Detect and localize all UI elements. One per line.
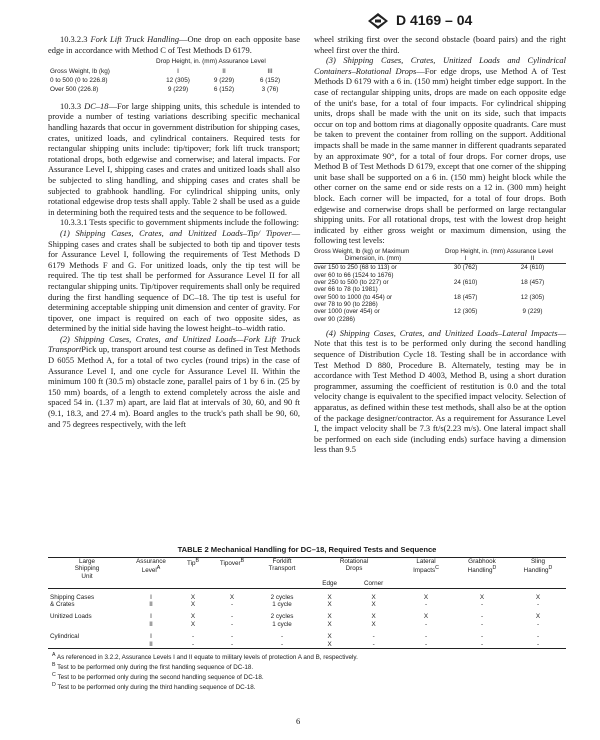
table-cell: - (480, 601, 484, 609)
table-cell: - (372, 633, 375, 641)
paragraph-text: Pick up, transport around test course as defined in Test Methods D 6055 Method A, for a total of two cycles (round trips) in the case of Assurance Level I, and one cycle for Assurance Level II. Within the minimum 100 ft (30.5 m) obstacle zone, parallel pairs of 1 by 6 in. (25 by 150 mm) boards, of a length to extend completely across the aisle and spaced 54 in. (1.37 m) apart, are laid flat at intervals of 30, 60, and 90 ft (9.1, 18.3, and 27.4 m). Board angles to the truck's path shall be 90, 60, and 75 degrees respectively, with the left (48, 344, 300, 429)
table-cell: - (510, 641, 566, 649)
table-row (314, 264, 566, 272)
section-text: —One drop on each opposite base edge in accordance with Method C of Test Methods D 6179. (48, 34, 301, 55)
footnote-mark: D (52, 681, 56, 688)
header-line: Lateral (416, 558, 436, 565)
table-row (48, 621, 566, 628)
table-cell: over 150 to 250 (68 to 113) or (314, 264, 397, 272)
table-cell: Over 500 (226.8) (50, 86, 99, 94)
level-header: II (499, 255, 566, 264)
header-line: Sling (530, 558, 545, 565)
table-row (314, 308, 566, 315)
level-header: II (222, 67, 226, 75)
footnote-mark: B (195, 558, 200, 564)
footnote (52, 672, 566, 682)
forklift-drop-table (48, 56, 294, 96)
paragraph-title: (2) Shipping Cases, Crates, and Unitized Loads—Fork Lift Truck Transport (48, 333, 300, 355)
table-cell: I (150, 593, 152, 601)
table-cell (432, 316, 499, 323)
table-cell: I (150, 633, 152, 641)
header-text: Tipover (219, 560, 241, 568)
section-number: 10.3.3 (60, 100, 82, 111)
table-row (314, 294, 566, 301)
footnote-mark: D (548, 565, 553, 572)
sling-header (510, 558, 566, 581)
header-line: Rotational (339, 558, 369, 565)
right-column (314, 34, 566, 455)
footnote (52, 682, 566, 692)
table-row (314, 286, 566, 293)
tipover-header (210, 558, 254, 581)
header-text: Tip (186, 560, 196, 568)
table-cell: 6 (152) (259, 77, 281, 84)
table-cell: X (327, 593, 332, 601)
table-cell: - (398, 641, 454, 649)
table-cell: - (480, 613, 484, 621)
table-cell: - (424, 620, 428, 628)
table-row (48, 594, 566, 601)
table-cell (432, 286, 499, 293)
section-text: —For large shipping units, this schedule is intended to provide a number of testing variations describing specific mechanical handling hazards that occur in government distribution for shipping cases, crates, unitized loads, and cylindrical containers. Required tests for rectangular shipping units include: tip/tipover; fork lift truck transport; rotational drops, both edgewise and cornerwise; and lateral impacts. For Assurance Level I, shipping cases and crates and unitized loads shall also be subjected to sling handling, and shipping cases and crates shall be subjected to grabhook handling. For cylindrical shipping units, only rotational edgewise drop tests shall apply. Table 2 shall be used as a guide in determining both the required tests and the sequence to be followed. (48, 100, 300, 217)
table-cell: X (190, 613, 196, 621)
table-cell: 9 (229) (522, 308, 543, 316)
grabhook-header (454, 558, 510, 581)
table-cell: X (190, 593, 196, 601)
table-cell: X (535, 613, 541, 621)
table-cell: X (371, 601, 376, 609)
page-header (0, 8, 600, 32)
table-cell: II (149, 620, 153, 628)
table-cell: - (230, 620, 234, 628)
table-cell (432, 301, 499, 308)
document-id: D 4169 – 04 (396, 12, 473, 28)
table-cell: 2 cycles (270, 613, 294, 621)
unit-label: Unitized Loads (50, 613, 92, 621)
table-row (48, 633, 566, 640)
astm-logo-icon (367, 12, 389, 30)
table-cell: X (423, 593, 429, 601)
header-text: Assurance Level (136, 558, 166, 575)
table-cell (499, 301, 566, 308)
table-row (48, 641, 566, 649)
footnote-mark: B (52, 661, 56, 668)
table-2 (48, 545, 566, 692)
header-line: Handling (523, 567, 549, 575)
footnote-text: Test to be performed only during the third handling sequence of DC-18. (57, 683, 256, 691)
unit-label (48, 641, 126, 649)
table-cell: X (479, 593, 485, 601)
table-cell: - (254, 641, 310, 649)
table-cell: over 500 to 1000 (to 454) or (314, 293, 393, 301)
tip-tipover-paragraph (48, 228, 300, 334)
left-column (48, 34, 300, 429)
table-cell: 30 (762) (453, 264, 478, 272)
header-line: Unit (81, 572, 93, 580)
table-cell: - (230, 613, 234, 621)
table-cell: - (230, 601, 234, 609)
table-row (50, 86, 292, 93)
paragraph-text: —Note that this test is to be performed only during the second handling sequence of Distribution Cycle 18. Testing shall be in accordance with Test Method D 880, Procedure B. Alternately, testing may be in accordance with Test Method D 4003, Method B, using a short duration programmer, assuming the coefficient of restitution is 0.0 and the total velocity change is equivalent to the specified impact velocity. Selection of apparatus, as defined within these test methods, shall also be at the option of the package designer/contractor. As a requirement for Assurance Level I, the impact velocity shall be 7.3 ft/s(2.23 m/s). One lateral impact shall be performed on each side (including ends) surface having a dimension less than 9.5 (314, 327, 566, 455)
level-header: III (267, 67, 273, 75)
table-row (314, 272, 566, 279)
paragraph-title: (1) Shipping Cases, Crates, and Unitized Loads–Tip/ Tipover (60, 227, 292, 238)
level-header: I (432, 255, 499, 264)
table-cell: 24 (610) (453, 279, 478, 287)
header-line: Large (78, 558, 96, 565)
rotational-drops-paragraph (314, 55, 566, 246)
table-footnotes (48, 652, 566, 692)
table-cell: - (210, 641, 254, 649)
table-cell: - (536, 620, 540, 628)
header-line: Transport (268, 565, 296, 573)
table-title: TABLE 2 Mechanical Handling for DC–18, Required Tests and Sequence (177, 545, 437, 554)
header-line: Drops (345, 565, 363, 573)
continued-paragraph: wheel striking first over the second obstacle (board pairs) and the right wheel first over the third. (314, 34, 566, 55)
lateral-impacts-paragraph (314, 328, 566, 455)
section-10-3-3-1: 10.3.3.1 Tests specific to government shipments include the following: (60, 217, 299, 228)
forklift-transport-paragraph (48, 334, 300, 429)
table-row (314, 301, 566, 308)
table-cell: X (327, 620, 332, 628)
paragraph-text: —Shipping cases and crates shall be subjected to both tip and tipover tests for Assurance Level I, following the requirements of Test Methods D 6179 Methods F and G. For unitized loads, only the tip test will be required. The tip test shall be performed for Assurance Level II for all rectangular shipping units. Tip/tipover requirements shall only be required during the first handling sequence of DC–18. The tip test is useful for determining acceptable shipping unit dimension and center of gravity. For tipover, one impact is required on each of two opposite sides, as determined by the initial side having the lowest height–to–width ratio. (48, 227, 300, 334)
table-cell: 1 cycle (272, 620, 292, 628)
header-line: Handling (467, 567, 493, 575)
table-cell: over 250 to 500 (to 227) or (314, 279, 389, 287)
header-line: Shipping (74, 565, 100, 573)
table-cell: X (423, 613, 429, 621)
table-cell (499, 316, 566, 323)
table-cell (499, 286, 566, 293)
table-cell: over 1000 (over 454) or (314, 308, 380, 316)
table-row (48, 601, 566, 608)
table-cell: 12 (305) (453, 308, 478, 316)
table-cell: II (149, 601, 153, 609)
table-cell (499, 272, 566, 279)
section-10-3-3 (48, 101, 300, 218)
header-line: Grabhook (468, 558, 496, 565)
table-cell (432, 272, 499, 279)
table-cell: X (535, 593, 541, 601)
table-cell: I (150, 613, 152, 621)
table-row (50, 77, 292, 84)
section-title: DC–18 (84, 100, 109, 111)
page-number: 6 (296, 716, 301, 726)
table-cell: X (371, 593, 376, 601)
dimension-header: Dimension, in. (mm) (314, 255, 432, 264)
table-cell: - (230, 633, 234, 641)
table-cell: over 78 to 90 (to 2286) (314, 300, 378, 308)
table-row (314, 316, 566, 323)
section-10-3-2-3 (48, 34, 300, 55)
table-cell: X (310, 641, 349, 649)
table-cell: 12 (305) (520, 293, 545, 301)
table-cell: X (190, 601, 196, 609)
table-cell: X (229, 593, 235, 601)
footnote-mark: A (156, 565, 161, 572)
paragraph-title: (3) Shipping Cases, Crates, Unitized Loads and Cylindrical Containers–Rotational Drops (314, 55, 566, 76)
table-cell: 18 (457) (520, 279, 545, 287)
table-cell: over 60 to 66 (1524 to 1676) (314, 271, 394, 279)
table-cell: 1 cycle (272, 601, 292, 609)
paragraph-text: —For edge drops, use Method A of Test Methods D 6179 with a 6 in. (150 mm) height timber edge support. In the case of rectangular shipping units, drops are made on each opposite edge of the unit's base, for a total of four impacts. For cylindrical shipping units, drops shall be made with the unit on its side, such that impacts occur on top and bottom rims at diagonally opposite quadrants. Care must be taken to prevent the container from rolling on the support. Additional impacts shall be made in the same manner in different quadrants separated by an approximate 90°, for a total of four drops. For corner drops, use Method B of Test Methods D 6179, except that one corner of the shipping unit base shall be supported on a 6 in. (150 mm) height block while the other corner on the same end or side rests on a 12 in. (300 mm) height block. Each corner will be impacted, for a total of four drops. Both edgewise and cornerwise drops shall be performed on large rectangular shipping units. For all rotational drops, test with the lowest drop height indicated by either gross weight or maximum dimension, using the following test levels: (314, 65, 566, 246)
drop-height-header: Drop Height, in. (mm) Assurance Level (444, 247, 554, 255)
unit-header (48, 558, 126, 581)
footnote-mark: D (492, 565, 497, 572)
footnote-text: Test to be performed only during the first handling sequence of DC-18. (57, 664, 254, 672)
rotational-drop-table (314, 248, 566, 323)
paragraph-title: (4) Shipping Cases, Crates, and Unitized Loads–Lateral Impacts (326, 327, 558, 338)
table-cell: 6 (152) (213, 86, 235, 94)
table-cell: X (327, 633, 332, 641)
gross-weight-header: Gross Weight, lb (kg) (50, 67, 110, 75)
drop-height-header: Drop Height, in. (mm) Assurance Level (156, 58, 266, 66)
table-cell: - (424, 633, 428, 641)
lateral-header (398, 558, 454, 581)
table-cell: 9 (229) (167, 86, 189, 94)
table-row (314, 279, 566, 286)
gross-weight-header: Gross Weight, lb (kg) or Maximum (314, 247, 410, 255)
footnote (52, 662, 566, 672)
mechanical-handling-table (48, 557, 566, 649)
table-cell: X (327, 613, 332, 621)
table-cell: 12 (305) (166, 77, 190, 84)
unit-label (48, 621, 126, 628)
rotational-header (310, 558, 398, 581)
edge-header: Edge (310, 580, 349, 588)
table-cell: over 90 (2286) (314, 315, 355, 323)
footnote-text: Test to be performed only during the second handling sequence of DC-18. (57, 673, 264, 681)
header-line: Forklift (272, 558, 292, 565)
footnote-mark: C (435, 565, 439, 572)
corner-header: Corner (349, 580, 398, 588)
table-cell: - (480, 633, 484, 641)
table-cell: - (176, 641, 210, 649)
table-cell: - (280, 633, 284, 641)
footnote-mark: C (52, 671, 56, 678)
section-number: 10.3.2.3 (60, 34, 88, 44)
footnote-mark: B (240, 558, 245, 564)
table-row (48, 613, 566, 620)
table-cell: 3 (76) (261, 86, 279, 94)
section-title: Fork Lift Truck Handling (90, 34, 180, 44)
table-cell: X (327, 601, 332, 609)
level-header (126, 558, 176, 581)
table-cell: 2 cycles (270, 593, 294, 601)
table-cell: II (126, 641, 176, 649)
table-cell: X (371, 620, 376, 628)
footnote (52, 652, 566, 662)
table-cell: 0 to 500 (0 to 226.8) (50, 77, 108, 84)
table-cell: over 66 to 78 (to 1981) (314, 286, 378, 294)
table-cell: 9 (229) (213, 77, 235, 84)
level-header: I (177, 67, 179, 75)
forklift-header (254, 558, 310, 581)
table-cell: - (424, 601, 428, 609)
table-cell: X (190, 620, 196, 628)
unit-label: Shipping Cases (50, 593, 95, 601)
footnote-mark: A (52, 652, 56, 659)
header-line: Impacts (413, 567, 436, 575)
table-cell: - (536, 601, 540, 609)
table-cell: - (349, 641, 398, 649)
table-cell: - (536, 633, 540, 641)
unit-label: Cylindrical (50, 633, 80, 641)
tip-header (176, 558, 210, 581)
unit-label: & Crates (50, 601, 75, 609)
table-cell: 18 (457) (453, 293, 478, 301)
footnote-text: As referenced in 3.2.2, Assurance Levels I and II equate to military levels of protection A and B, respectively. (56, 654, 358, 662)
table-cell: - (480, 620, 484, 628)
table-cell: - (191, 633, 195, 641)
table-cell: X (371, 613, 376, 621)
table-cell: 24 (610) (520, 264, 545, 272)
table-cell: - (454, 641, 510, 649)
